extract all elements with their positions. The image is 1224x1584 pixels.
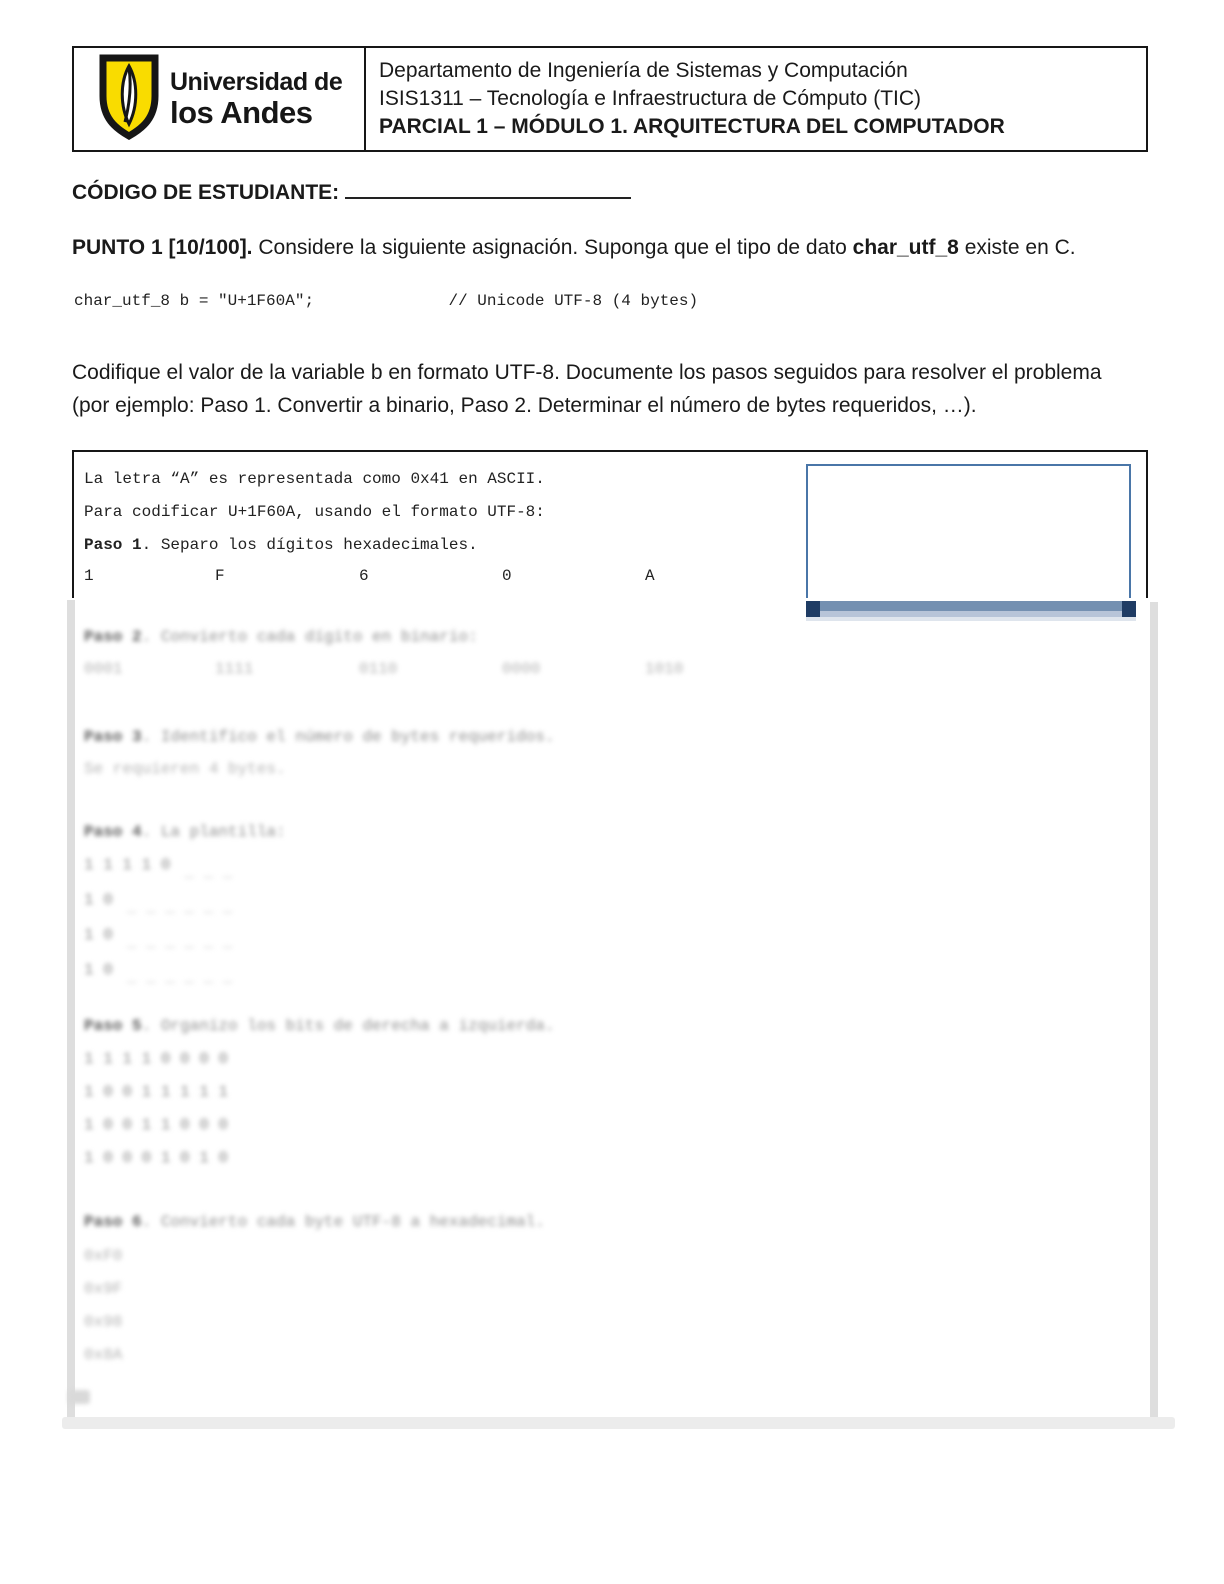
instructions-line1: Codifique el valor de la variable b en formato UTF-8. Documente los pasos seguidos para resolver el problema (72, 361, 1102, 384)
student-code-blank-field[interactable] (345, 181, 631, 199)
censored-paso6-heading: Paso 6. Convierto cada byte UTF-8 a hexadecimal. (84, 1213, 545, 1231)
question-1-type-name: char_utf_8 (852, 236, 959, 259)
university-logo-text (170, 70, 342, 128)
question-1-statement (72, 236, 1076, 260)
instructions-line2: (por ejemplo: Paso 1. Convertir a binario, Paso 2. Determinar el número de bytes requeridos, …). (72, 394, 977, 417)
censored-paso4-row: 1 0 _ _ _ _ _ _ (84, 926, 233, 951)
course-line: ISIS1311 – Tecnología e Infraestructura de Cómputo (TIC) (379, 87, 922, 110)
question-1-text-a: Considere la siguiente asignación. Suponga que el tipo de dato (252, 236, 853, 259)
student-code-label: CÓDIGO DE ESTUDIANTE: (72, 181, 340, 204)
overlay-left-edge-bar (67, 600, 75, 1420)
student-code-row (72, 181, 631, 205)
question-1-text-b: existe en C. (958, 236, 1076, 259)
overlay-bottom-strip (62, 1417, 1175, 1429)
solution-paso1-line (84, 536, 478, 554)
hex-digits-row (84, 567, 784, 589)
censored-paso6-item: 0xF0 (84, 1247, 123, 1265)
logo-line2: los Andes (170, 95, 313, 130)
embedded-object-hscrollbar[interactable] (806, 601, 1136, 617)
censored-paso3-line2: Se requieren 4 bytes. (84, 760, 286, 778)
censored-paso4-heading: Paso 4. La plantilla: (84, 823, 286, 841)
question-1-number: PUNTO 1 [10/100]. (72, 236, 253, 259)
solution-line-ascii: La letra “A” es representada como 0x41 en ASCII. (84, 470, 545, 488)
instructions-paragraph (72, 356, 1102, 422)
censored-paso5-heading: Paso 5. Organizo los bits de derecha a izquierda. (84, 1017, 555, 1035)
censored-paso2-heading: Paso 2. Convierto cada dígito en binario: (84, 628, 478, 646)
c-code-line: char_utf_8 b = "U+1F60A"; // Unicode UTF-8 (4 bytes) (74, 292, 699, 310)
censored-paso6-item: 0x9F (84, 1280, 123, 1298)
university-shield-icon (98, 54, 160, 145)
hex-digit-2: F (215, 567, 225, 585)
paso1-text: . Separo los dígitos hexadecimales. (141, 536, 478, 554)
scrollbar-track[interactable] (820, 601, 1122, 617)
exam-title-line: PARCIAL 1 – MÓDULO 1. ARQUITECTURA DEL COMPUTADOR (379, 115, 1005, 138)
header-box (72, 46, 1148, 152)
header-course-info (366, 48, 1146, 150)
hex-digit-3: 6 (359, 567, 369, 585)
hex-digit-4: 0 (502, 567, 512, 585)
solution-line-intro: Para codificar U+1F60A, usando el formato UTF-8: (84, 503, 545, 521)
paso1-label: Paso 1 (84, 536, 142, 554)
hex-digit-5: A (645, 567, 655, 585)
embedded-object-frame (806, 464, 1131, 602)
overlay-right-edge-bar (1150, 602, 1158, 1418)
censored-paso4-row: 1 0 _ _ _ _ _ _ (84, 961, 233, 986)
department-line: Departamento de Ingeniería de Sistemas y Computación (379, 59, 908, 82)
censored-paso4-row: 1 0 _ _ _ _ _ _ (84, 891, 233, 916)
censored-paso2-bits-row: 0001 1111 0110 0000 1010 (84, 660, 684, 678)
hex-digit-1: 1 (84, 567, 94, 585)
university-logo (74, 48, 366, 150)
censored-paso3-heading: Paso 3. Identifico el número de bytes requeridos. (84, 728, 555, 746)
censored-paso6-item: 0x8A (84, 1346, 123, 1364)
overlay-smudge (68, 1390, 90, 1404)
censored-paso5-row: 1 0 0 1 1 1 1 1 (84, 1083, 229, 1101)
censored-paso5-row: 1 1 1 1 0 0 0 0 (84, 1050, 229, 1068)
censored-paso5-row: 1 0 0 1 1 0 0 0 (84, 1116, 229, 1134)
logo-line1: Universidad de (170, 68, 343, 96)
scrollbar-left-arrow[interactable] (806, 601, 820, 617)
censored-solution-overlay (62, 598, 1175, 1432)
censored-paso5-row: 1 0 0 0 1 0 1 0 (84, 1149, 229, 1167)
censored-paso4-row: 1 1 1 1 0 _ _ _ (84, 856, 233, 881)
scrollbar-right-arrow[interactable] (1122, 601, 1136, 617)
censored-paso6-item: 0x98 (84, 1313, 123, 1331)
